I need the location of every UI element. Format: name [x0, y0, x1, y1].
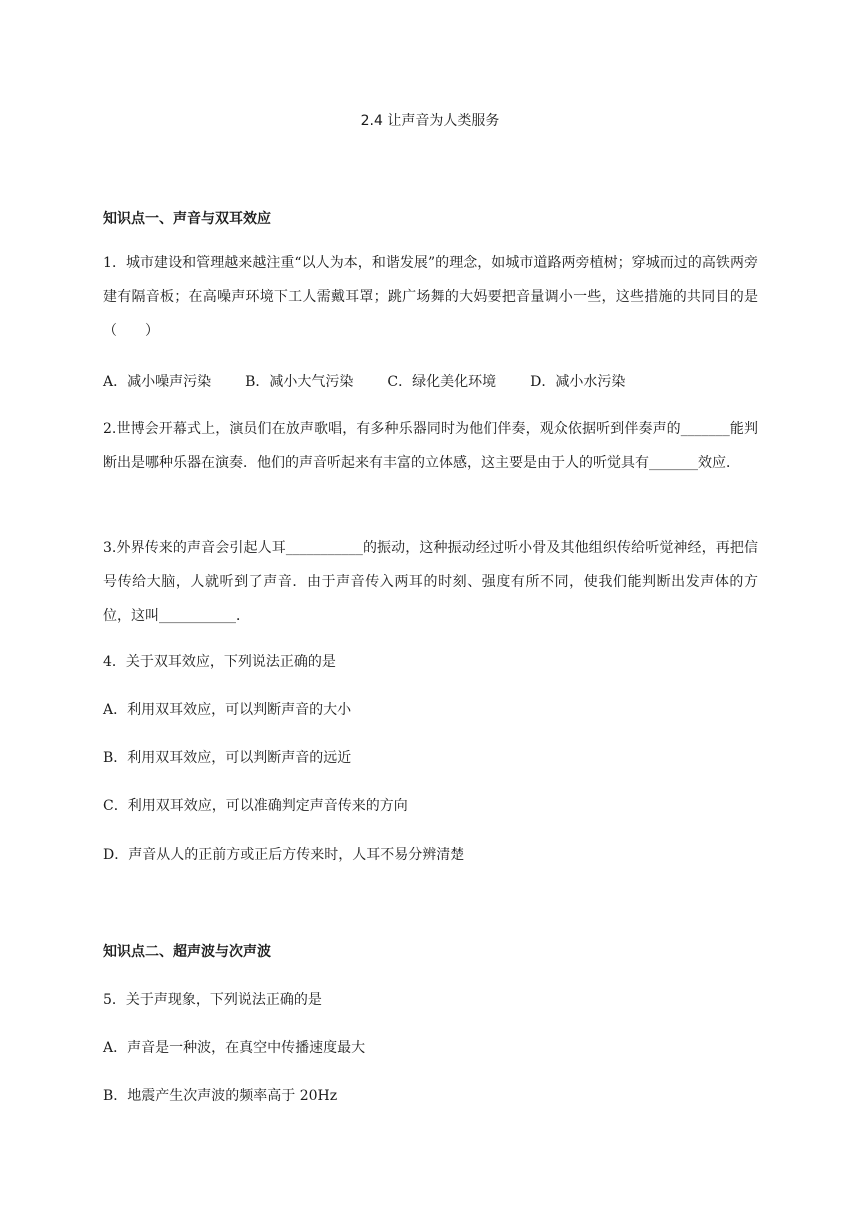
- option-c: C．绿化美化环境: [387, 374, 497, 390]
- section-heading-1: 知识点一、声音与双耳效应: [103, 211, 271, 227]
- question-4-option-d: D．声音从人的正前方或正后方传来时，人耳不易分辨清楚: [103, 847, 465, 863]
- question-2: 2.世博会开幕式上，演员们在放声歌唱，有多种乐器同时为他们伴奏，观众依据听到伴奏声的_______能判断出是哪种乐器在演奏．他们的声音听起来有丰富的立体感，这主要是由于人的听觉具有_______效应．: [103, 421, 758, 471]
- option-b: B．减小大气污染: [245, 374, 354, 390]
- option-d: D．减小水污染: [530, 374, 626, 390]
- question-4-option-b: B．利用双耳效应，可以判断声音的远近: [103, 750, 352, 766]
- option-a: A．减小噪声污染: [103, 374, 212, 390]
- question-5-stem: 5．关于声现象，下列说法正确的是: [103, 992, 322, 1008]
- question-5-option-a: A．声音是一种波，在真空中传播速度最大: [103, 1040, 366, 1056]
- question-4-stem: 4．关于双耳效应，下列说法正确的是: [103, 654, 336, 670]
- question-4-option-c: C．利用双耳效应，可以准确判定声音传来的方向: [103, 798, 408, 814]
- question-3: 3.外界传来的声音会引起人耳___________的振动，这种振动经过听小骨及其他组织传给听觉神经，再把信号传给大脑，人就听到了声音．由于声音传入两耳的时刻、强度有所不同，使我们能判断出发声体的方位，这叫___________．: [103, 540, 758, 624]
- question-1-options: [103, 371, 659, 391]
- page-title: 2.4 让声音为人类服务: [360, 113, 500, 129]
- question-5-option-b: B．地震产生次声波的频率高于 20Hz: [103, 1088, 338, 1104]
- question-1: 1．城市建设和管理越来越注重“以人为本，和谐发展”的理念，如城市道路两旁植树；穿城而过的高铁两旁建有隔音板；在高噪声环境下工人需戴耳罩；跳广场舞的大妈要把音量调小一些，这些措施的共同目的是（ ）: [103, 255, 758, 339]
- question-4-option-a: A．利用双耳效应，可以判断声音的大小: [103, 702, 352, 718]
- section-heading-2: 知识点二、超声波与次声波: [103, 944, 271, 960]
